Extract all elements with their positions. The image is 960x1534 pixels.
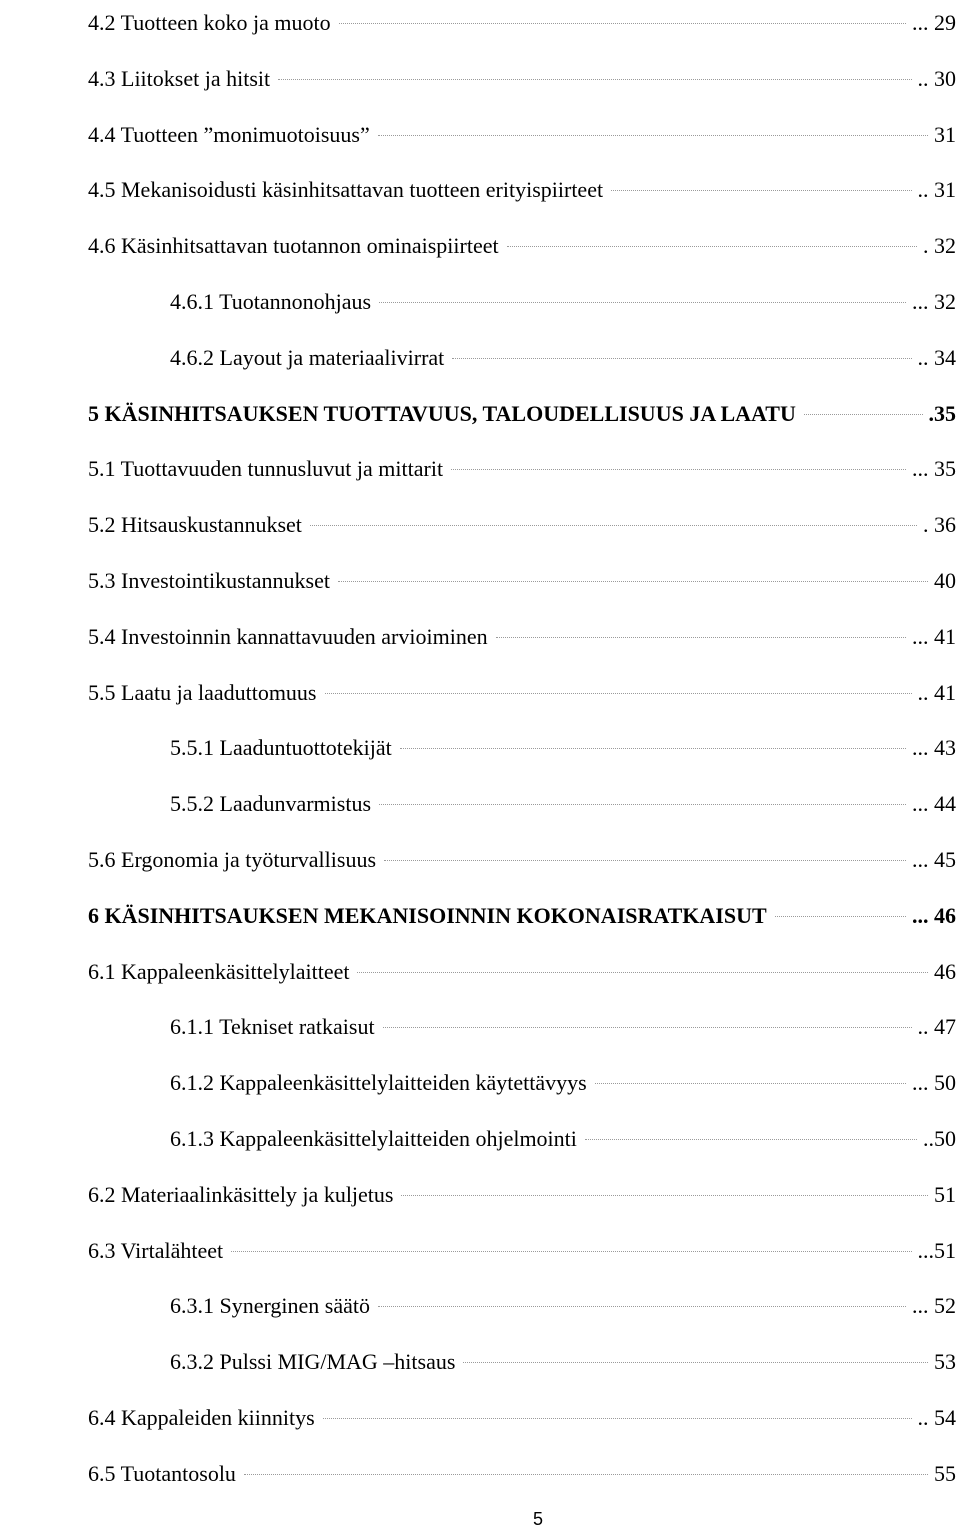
toc-chapter-entry[interactable] bbox=[88, 393, 956, 428]
toc-entry[interactable] bbox=[88, 1397, 956, 1432]
toc-leader-dots bbox=[457, 1341, 932, 1369]
toc-entry[interactable] bbox=[170, 1062, 956, 1097]
toc-leader-dots bbox=[589, 1062, 910, 1090]
toc-leader-dots bbox=[332, 560, 932, 588]
toc-entry-page: 51 bbox=[934, 1182, 956, 1207]
toc-entry-title: 5.3 Investointikustannukset bbox=[88, 568, 330, 593]
page-number: 5 bbox=[532, 1509, 543, 1529]
toc-entry[interactable] bbox=[170, 1285, 956, 1320]
toc-entry-page: ... 32 bbox=[912, 289, 956, 314]
toc-leader-dots bbox=[490, 616, 910, 644]
toc-entry-title: 4.5 Mekanisoidusti käsinhitsattavan tuotteen erityispiirteet bbox=[88, 177, 604, 202]
toc-leader-dots bbox=[769, 895, 910, 923]
toc-entry-title: 6.1.1 Tekniset ratkaisut bbox=[170, 1014, 375, 1039]
toc-entry-title: 6.3 Virtalähteet bbox=[88, 1238, 224, 1263]
toc-entry-page: 53 bbox=[934, 1349, 956, 1374]
toc-entry-page: .. 31 bbox=[917, 177, 956, 202]
toc-leader-dots bbox=[373, 281, 910, 309]
toc-leader-dots bbox=[605, 169, 915, 197]
toc-entry-title: 6.3.1 Synerginen säätö bbox=[170, 1293, 371, 1318]
toc-entry-page: ... 50 bbox=[912, 1070, 956, 1095]
toc-entry-page: ... 46 bbox=[912, 903, 956, 928]
toc-leader-dots bbox=[395, 1174, 932, 1202]
toc-entry-page: .. 54 bbox=[917, 1405, 956, 1430]
toc-leader-dots bbox=[319, 672, 916, 700]
toc-entry-page: .35 bbox=[928, 401, 956, 426]
toc-entry[interactable] bbox=[88, 616, 956, 651]
toc-entry-page: ..50 bbox=[923, 1126, 956, 1151]
toc-leader-dots bbox=[445, 448, 910, 476]
toc-entry-title: 5.1 Tuottavuuden tunnusluvut ja mittarit bbox=[88, 456, 444, 481]
toc-entry-title: 6.3.2 Pulssi MIG/MAG –hitsaus bbox=[170, 1349, 456, 1374]
toc-entry[interactable] bbox=[88, 169, 956, 204]
toc-entry-page: 31 bbox=[934, 122, 956, 147]
toc-entry[interactable] bbox=[88, 839, 956, 874]
toc-entry-title: 4.6.2 Layout ja materiaalivirrat bbox=[170, 345, 445, 370]
toc-entry-title: 4.2 Tuotteen koko ja muoto bbox=[88, 10, 331, 35]
toc-leader-dots bbox=[225, 1230, 915, 1258]
toc-entry[interactable] bbox=[88, 225, 956, 260]
toc-entry-page: ... 41 bbox=[912, 624, 956, 649]
toc-leader-dots bbox=[377, 1006, 916, 1034]
toc-entry-page: 55 bbox=[934, 1461, 956, 1486]
toc-entry[interactable] bbox=[88, 560, 956, 595]
toc-entry-page: ... 52 bbox=[912, 1293, 956, 1318]
toc-entry-title: 5 KÄSINHITSAUKSEN TUOTTAVUUS, TALOUDELLISUUS JA LAATU bbox=[88, 401, 796, 426]
toc-entry-title: 6.4 Kappaleiden kiinnitys bbox=[88, 1405, 315, 1430]
toc-entry-page: .. 41 bbox=[917, 680, 956, 705]
toc-entry-title: 5.4 Investoinnin kannattavuuden arvioiminen bbox=[88, 624, 488, 649]
toc-entry-title: 5.6 Ergonomia ja työturvallisuus bbox=[88, 847, 377, 872]
toc-entry-page: ...51 bbox=[917, 1238, 956, 1263]
toc-entry-title: 5.5 Laatu ja laaduttomuus bbox=[88, 680, 317, 705]
toc-entry[interactable] bbox=[88, 1174, 956, 1209]
toc-entry-page: .. 47 bbox=[917, 1014, 956, 1039]
toc-leader-dots bbox=[304, 504, 921, 532]
toc-entry[interactable] bbox=[88, 504, 956, 539]
toc-leader-dots bbox=[238, 1453, 932, 1481]
toc-leader-dots bbox=[351, 951, 932, 979]
toc-entry-title: 6.2 Materiaalinkäsittely ja kuljetus bbox=[88, 1182, 394, 1207]
toc-leader-dots bbox=[446, 337, 915, 365]
toc-entry[interactable] bbox=[170, 1341, 956, 1376]
toc-entry-title: 5.5.2 Laadunvarmistus bbox=[170, 791, 372, 816]
toc-leader-dots bbox=[579, 1118, 921, 1146]
toc-entry[interactable] bbox=[88, 114, 956, 149]
toc-entry[interactable] bbox=[170, 727, 956, 762]
toc-leader-dots bbox=[798, 393, 927, 421]
toc-leader-dots bbox=[333, 2, 910, 30]
toc-leader-dots bbox=[372, 1285, 910, 1313]
toc-entry-title: 6.1 Kappaleenkäsittelylaitteet bbox=[88, 959, 350, 984]
toc-entry[interactable] bbox=[88, 1230, 956, 1265]
toc-leader-dots bbox=[372, 114, 932, 142]
toc-entry[interactable] bbox=[88, 951, 956, 986]
toc-entry-page: . 36 bbox=[923, 512, 956, 537]
toc-entry-page: . 32 bbox=[923, 233, 956, 258]
toc-entry[interactable] bbox=[170, 1006, 956, 1041]
toc-entry-page: .. 30 bbox=[917, 66, 956, 91]
toc-entry[interactable] bbox=[88, 448, 956, 483]
toc-entry-title: 6.1.2 Kappaleenkäsittelylaitteiden käytettävyys bbox=[170, 1070, 587, 1095]
toc-entry-page: .. 34 bbox=[917, 345, 956, 370]
toc-entry-page: ... 29 bbox=[912, 10, 956, 35]
toc-entry-title: 6 KÄSINHITSAUKSEN MEKANISOINNIN KOKONAISRATKAISUT bbox=[88, 903, 767, 928]
toc-entry-page: ... 45 bbox=[912, 847, 956, 872]
toc-entry-title: 6.1.3 Kappaleenkäsittelylaitteiden ohjelmointi bbox=[170, 1126, 577, 1151]
toc-entry[interactable] bbox=[170, 281, 956, 316]
toc-chapter-entry[interactable] bbox=[88, 895, 956, 930]
toc-leader-dots bbox=[272, 58, 915, 86]
toc-entry-page: ... 44 bbox=[912, 791, 956, 816]
toc-entry[interactable] bbox=[88, 1453, 956, 1488]
toc-entry[interactable] bbox=[88, 58, 956, 93]
toc-leader-dots bbox=[394, 727, 910, 755]
toc-entry[interactable] bbox=[88, 2, 956, 37]
toc-entry-title: 4.4 Tuotteen ”monimuotoisuus” bbox=[88, 122, 370, 147]
toc-entry-title: 5.5.1 Laaduntuottotekijät bbox=[170, 735, 392, 760]
toc-entry-page: 46 bbox=[934, 959, 956, 984]
toc-leader-dots bbox=[373, 783, 910, 811]
toc-entry-page: 40 bbox=[934, 568, 956, 593]
toc-entry-title: 6.5 Tuotantosolu bbox=[88, 1461, 236, 1486]
toc-entry-title: 5.2 Hitsauskustannukset bbox=[88, 512, 302, 537]
toc-entry-title: 4.6 Käsinhitsattavan tuotannon ominaispiirteet bbox=[88, 233, 499, 258]
toc-leader-dots bbox=[501, 225, 921, 253]
toc-entry-title: 4.6.1 Tuotannonohjaus bbox=[170, 289, 372, 314]
toc-leader-dots bbox=[317, 1397, 916, 1425]
toc-entry-page: ... 35 bbox=[912, 456, 956, 481]
toc-entry[interactable] bbox=[170, 1118, 956, 1153]
toc-leader-dots bbox=[378, 839, 910, 867]
toc-entry[interactable] bbox=[170, 337, 956, 372]
toc-entry-title: 4.3 Liitokset ja hitsit bbox=[88, 66, 271, 91]
toc-entry-page: ... 43 bbox=[912, 735, 956, 760]
toc-entry[interactable] bbox=[170, 783, 956, 818]
toc-entry[interactable] bbox=[88, 672, 956, 707]
